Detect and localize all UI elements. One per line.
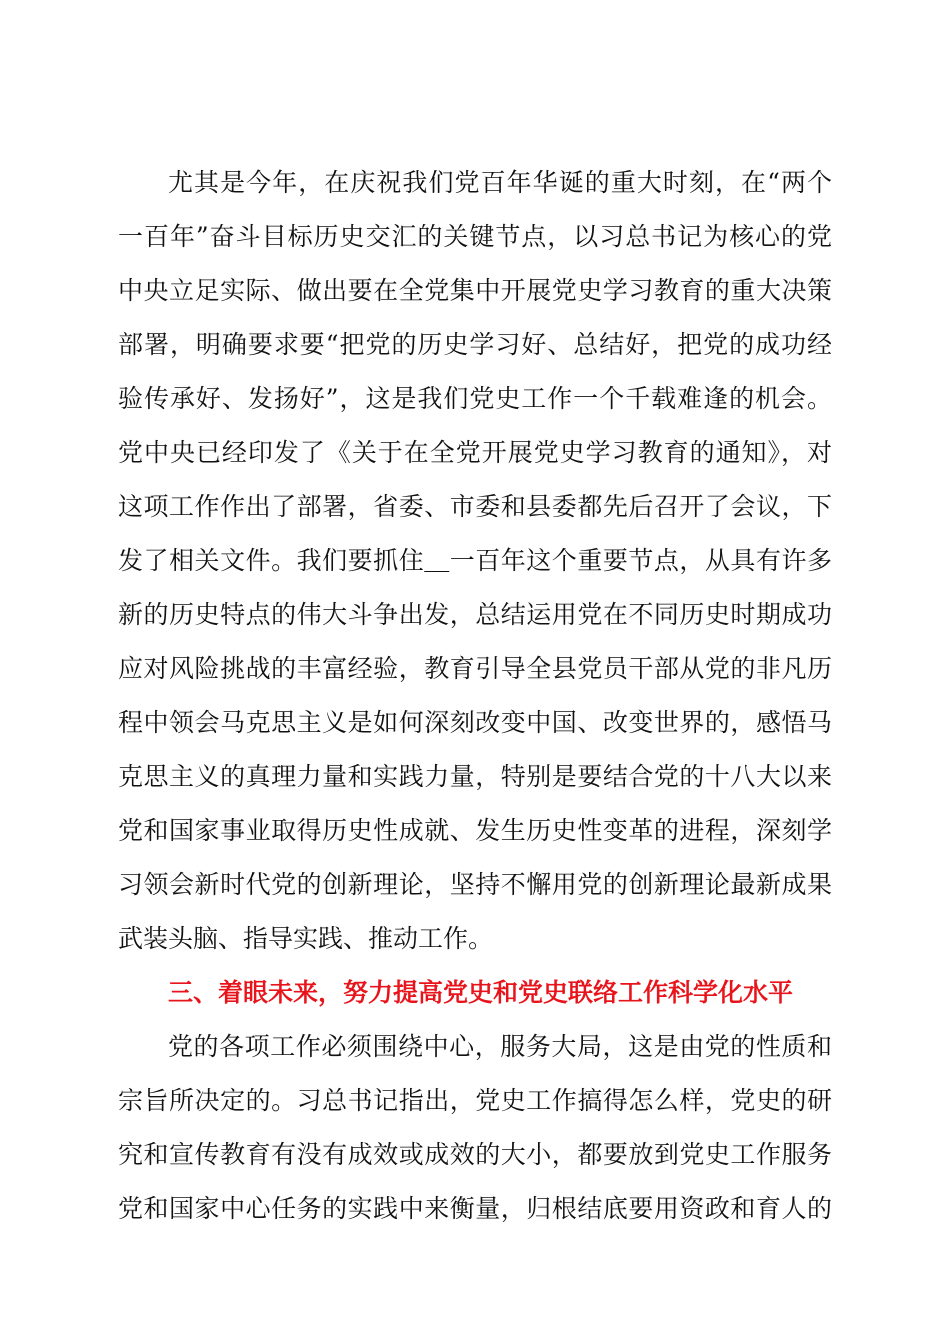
paragraph-2 [118,1020,832,1236]
text-line: 新的历史特点的伟大斗争出发，总结运用党在不同历史时期成功 [118,600,832,629]
text-line: 宗旨所决定的。习总书记指出，党史工作搞得怎么样，党史的研 [118,1086,832,1115]
text-line: 发了相关文件。我们要抓住＿一百年这个重要节点，从具有许多 [118,546,832,575]
text-line: 应对风险挑战的丰富经验，教育引导全县党员干部从党的非凡历 [118,654,832,683]
text-line: 党和国家中心任务的实践中来衡量，归根结底要用资政和育人的 [118,1194,832,1223]
text-line: 中央立足实际、做出要在全党集中开展党史学习教育的重大决策 [118,276,832,305]
text-line: 验传承好、发扬好”，这是我们党史工作一个千载难逢的机会。 [118,384,832,413]
text-line: 这项工作作出了部署，省委、市委和县委都先后召开了会议，下 [118,492,832,521]
text-line: 尤其是今年，在庆祝我们党百年华诞的重大时刻，在“两个 [168,168,832,197]
text-line: 克思主义的真理力量和实践力量，特别是要结合党的十八大以来 [118,762,832,791]
text-line: 党中央已经印发了《关于在全党开展党史学习教育的通知》，对 [118,438,832,467]
text-line: 武装头脑、指导实践、推动工作。 [118,924,494,953]
text-line: 部署，明确要求要“把党的历史学习好、总结好，把党的成功经 [118,330,832,359]
section-heading: 三、着眼未来，努力提高党史和党史联络工作科学化水平 [168,978,794,1007]
document-page [118,156,832,1236]
text-line: 究和宣传教育有没有成效或成效的大小，都要放到党史工作服务 [118,1140,832,1169]
text-line: 一百年”奋斗目标历史交汇的关键节点，以习总书记为核心的党 [118,222,832,251]
text-line: 习领会新时代党的创新理论，坚持不懈用党的创新理论最新成果 [118,870,832,899]
text-line: 程中领会马克思主义是如何深刻改变中国、改变世界的，感悟马 [118,708,832,737]
paragraph-1 [118,156,832,966]
text-line: 党的各项工作必须围绕中心，服务大局，这是由党的性质和 [168,1032,832,1061]
text-line: 党和国家事业取得历史性成就、发生历史性变革的进程，深刻学 [118,816,832,845]
